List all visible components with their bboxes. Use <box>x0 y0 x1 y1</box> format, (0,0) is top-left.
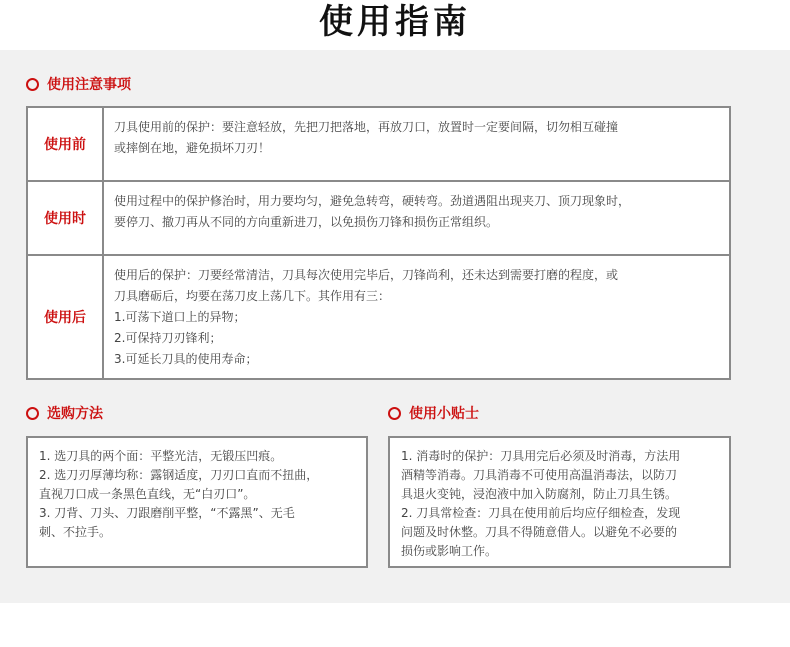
text-line: 使用后的保护：刀要经常清洁，刀具每次使用完毕后，刀锋尚利，还未达到需要打磨的程度，或 <box>114 268 619 282</box>
text-line: 直视刀口成一条黑色直线，无“白刃口”。 <box>39 487 256 501</box>
usage-row-before <box>28 108 729 180</box>
tips-heading-text: 使用小贴士 <box>409 406 479 422</box>
circle-bullet-icon <box>388 407 401 420</box>
text-line: 3. 刀背、刀头、刀跟磨削平整，“不露黑”、无毛 <box>39 506 295 520</box>
row-label-before: 使用前 <box>28 108 104 180</box>
row-text-before <box>104 108 729 180</box>
text-line: 2. 刀具常检查：刀具在使用前后均应仔细检查，发现 <box>401 506 681 520</box>
usage-row-during <box>28 180 729 254</box>
text-line: 2.可保持刀刃锋利； <box>114 331 222 345</box>
text-line: 刺、不拉手。 <box>39 525 112 539</box>
tips-box <box>388 436 731 568</box>
text-line: 损伤或影响工作。 <box>401 544 498 558</box>
purchase-heading-text: 选购方法 <box>47 406 103 422</box>
row-text-during <box>104 182 729 254</box>
row-label-during: 使用时 <box>28 182 104 254</box>
text-line: 要停刀、撤刀再从不同的方向重新进刀，以免损伤刀锋和损伤正常组织。 <box>114 215 499 229</box>
tips-section-heading <box>388 403 479 423</box>
text-line: 1. 消毒时的保护：刀具用完后必须及时消毒，方法用 <box>401 449 681 463</box>
text-line: 1. 选刀具的两个面：平整光洁，无锻压凹痕。 <box>39 449 283 463</box>
text-line: 1.可荡下道口上的异物； <box>114 310 246 324</box>
circle-bullet-icon <box>26 78 39 91</box>
text-line: 刀具使用前的保护：要注意轻放，先把刀把落地，再放刀口，放置时一定要间隔，切勿相互碰撞 <box>114 120 619 134</box>
purchase-box <box>26 436 368 568</box>
text-line: 具退火变钝，浸泡液中加入防腐剂，防止刀具生锈。 <box>401 487 678 501</box>
usage-section-heading <box>26 74 131 94</box>
row-label-after: 使用后 <box>28 256 104 378</box>
text-line: 酒精等消毒。刀具消毒不可使用高温消毒法，以防刀 <box>401 468 678 482</box>
usage-table <box>26 106 731 380</box>
text-line: 刀具磨砺后，均要在荡刀皮上荡几下。其作用有三： <box>114 289 391 303</box>
row-text-after <box>104 256 729 378</box>
text-line: 3.可延长刀具的使用寿命； <box>114 352 258 366</box>
text-line: 问题及时休整。刀具不得随意借人。以避免不必要的 <box>401 525 678 539</box>
usage-row-after <box>28 254 729 378</box>
usage-heading-text: 使用注意事项 <box>47 77 131 93</box>
page-title: 使用指南 <box>0 0 790 50</box>
circle-bullet-icon <box>26 407 39 420</box>
text-line: 使用过程中的保护修治时，用力要均匀，避免急转弯，硬转弯。劲道遇阻出现夹刀、顶刀现象时， <box>114 194 631 208</box>
text-line: 或摔倒在地，避免损坏刀刃！ <box>114 141 271 155</box>
purchase-section-heading <box>26 403 103 423</box>
text-line: 2. 选刀刃厚薄均称：露钢适度，刀刃口直而不扭曲， <box>39 468 319 482</box>
